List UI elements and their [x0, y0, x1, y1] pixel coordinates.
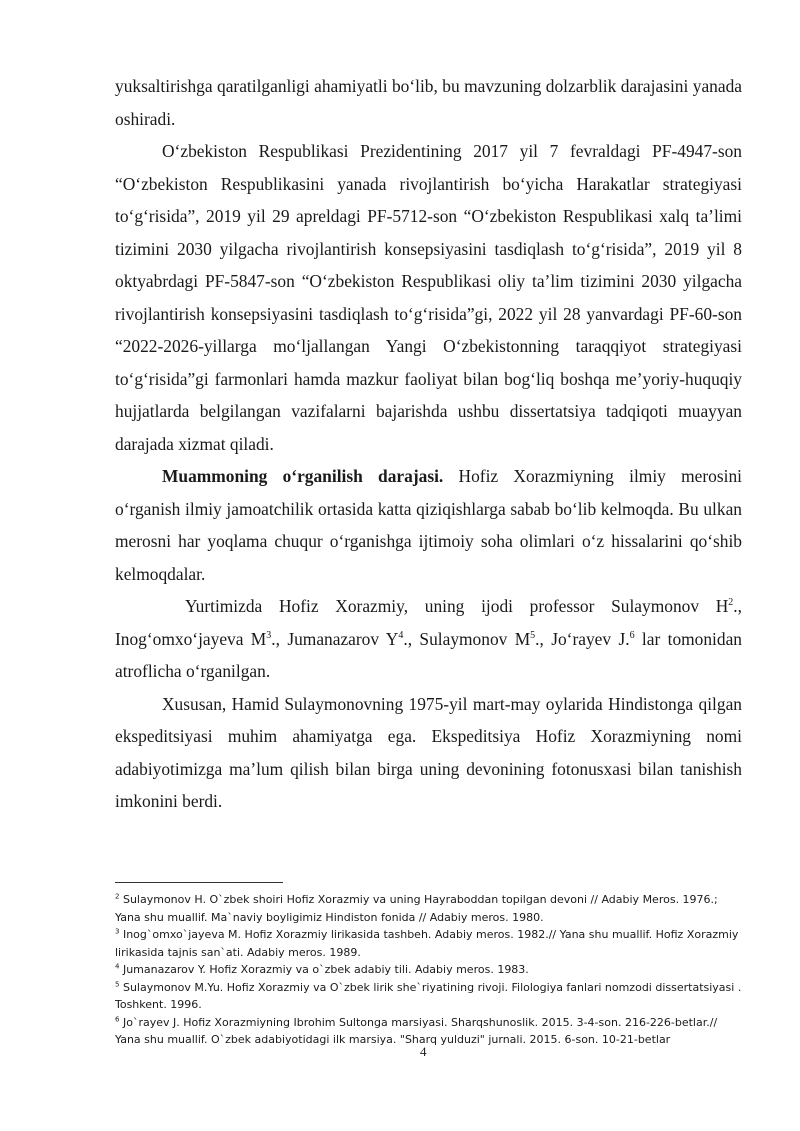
footnote-text: Sulaymonov H. O`zbek shoiri Hofiz Xorazmiy va uning Hayraboddan topilgan devoni // Adabiy Meros. 1976.; Yana shu muallif. Ma`naviy boyligimiz Hindiston fonida // Adabiy meros. 1980. [115, 893, 718, 924]
paragraph-1: yuksaltirishga qaratilganligi ahamiyatli bo‘lib, bu mavzuning dolzarblik darajasini yanada oshiradi. [115, 76, 742, 129]
footnote-text: Inog`omxo`jayeva M. Hofiz Xorazmiy lirikasida tashbeh. Adabiy meros. 1982.// Yana shu muallif. Hofiz Xorazmiy lirikasida tajnis san`ati. Adabiy meros. 1989. [115, 928, 739, 959]
footnote-ref-5[interactable]: 5 [530, 629, 536, 641]
footnote-number: 4 [115, 962, 120, 971]
footnote-4 [115, 961, 742, 979]
page-number: 4 [420, 1044, 427, 1059]
paragraph-4-seg-1: Yurtimizda Hofiz Xorazmiy, uning ijodi professor Sulaymonov H [185, 596, 729, 616]
paragraph-4-seg-3: ., Jumanazarov Y [271, 628, 399, 649]
footnote-text: Jo`rayev J. Hofiz Xorazmiyning Ibrohim Sultonga marsiyasi. Sharqshunoslik. 2015. 3-4-son. 216-226-betlar.// Yana shu muallif. O`zbek adabiyotidagi ilk marsiya. "Sharq yulduzi" jurnali. 2015. 6-son. 10-21-betlar [115, 1015, 718, 1046]
footnote-text: Sulaymonov M.Yu. Hofiz Xorazmiy va O`zbek lirik she`riyatining rivoji. Filologiya fanlari nomzodi dissertatsiyasi . Toshkent. 1996. [115, 980, 742, 1011]
footnote-ref-3[interactable]: 3 [266, 629, 272, 641]
section-heading: Muammoning o‘rganilish darajasi. [162, 466, 444, 486]
paragraph-3-text: Hofiz Xorazmiyning ilmiy merosini o‘rganish ilmiy jamoatchilik ortasida katta qiziqishlarga sabab bo‘lib kelmoqda. Bu ulkan merosni har yoqlama chuqur o‘rganishga ijtimoiy soha olimlari o‘z hissalarini qo‘shib kelmoqdalar. [115, 466, 742, 584]
paragraph-4-seg-4: ., Sulaymonov M [403, 628, 531, 649]
paragraph-4-seg-2: ., Inog‘omxo‘jayeva M [115, 596, 742, 649]
footnote-number: 6 [115, 1014, 120, 1023]
paragraph-3 [115, 460, 742, 590]
paragraph-2: O‘zbekiston Respublikasi Prezidentining 2017 yil 7 fevraldagi PF-4947-son “O‘zbekiston Respublikasini yanada rivojlantirish bo‘yicha Harakatlar strategiyasi to‘g‘risida”, 2019 yil 29 apreldagi PF-5712-son “O‘zbekiston Respublikasi xalq ta’limi tizimini 2030 yilgacha rivojlantirish konsepsiyasini tasdiqlash to‘g‘risida”, 2019 yil 8 oktyabrdagi PF-5847-son “O‘zbekiston Respublikasi oliy ta’lim tizimini 2030 yilgacha rivojlantirish konsepsiyasini tasdiqlash to‘g‘risida”gi, 2022 yil 28 yanvardagi PF-60-son “2022-2026-yillarga mo‘ljallangan Yangi O‘zbekistonning taraqqiyot strategiyasi to‘g‘risida”gi farmonlari hamda mazkur faoliyat bilan bog‘liq boshqa me’yoriy-huquqiy hujjatlarda belgilangan vazifalarni bajarishda ushbu dissertatsiya tadqiqoti muayyan darajada xizmat qiladi. [115, 141, 742, 454]
paragraph-4-seg-6: lar tomonidan atroflicha o‘rganilgan. [115, 628, 743, 681]
footnote-separator [115, 882, 283, 883]
footnote-number: 3 [115, 927, 120, 936]
footnote-5 [115, 979, 742, 1014]
footnotes [115, 891, 742, 1049]
paragraph-4 [115, 590, 742, 688]
footnote-number: 2 [115, 892, 120, 901]
footnote-ref-2[interactable]: 2 [728, 597, 734, 609]
footnote-ref-6[interactable]: 6 [629, 629, 635, 641]
footnote-3 [115, 926, 742, 961]
footnote-number: 5 [115, 979, 120, 988]
footnote-2 [115, 891, 742, 926]
body-text [115, 70, 742, 818]
paragraph-5: Xususan, Hamid Sulaymonovning 1975-yil mart-may oylarida Hindistonga qilgan ekspeditsiyasi muhim ahamiyatga ega. Ekspeditsiya Hofiz Xorazmiyning nomi adabiyotimizga ma’lum qilish bilan birga uning devonining fotonusxasi bilan tanishish imkonini berdi. [115, 693, 742, 811]
footnote-text: Jumanazarov Y. Hofiz Xorazmiy va o`zbek adabiy tili. Adabiy meros. 1983. [119, 963, 529, 976]
paragraph-4-seg-5: ., Jo‘rayev J. [535, 628, 630, 649]
footnote-6 [115, 1014, 742, 1049]
footnote-ref-4[interactable]: 4 [398, 629, 404, 641]
